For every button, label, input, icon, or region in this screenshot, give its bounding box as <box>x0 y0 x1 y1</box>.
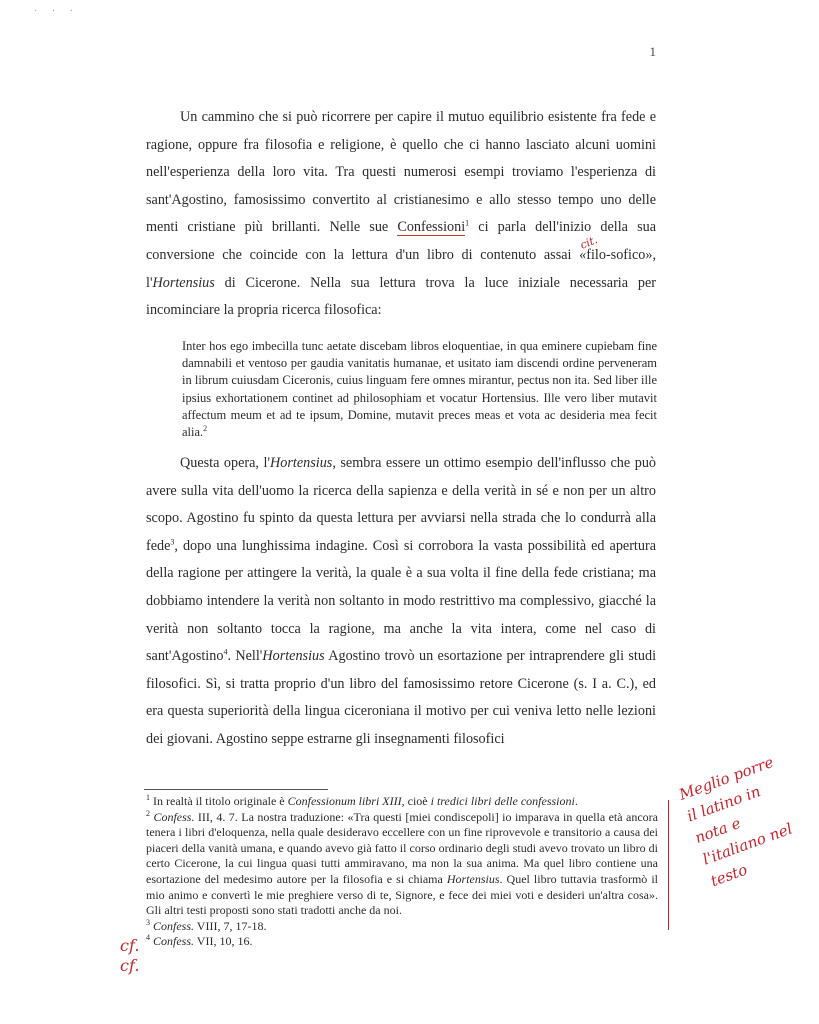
hortensius-title: Hortensius <box>262 648 325 665</box>
footnote-4: $^4$ Confess. VII, 10, 16. <box>146 933 253 949</box>
footnote-divider <box>144 789 328 790</box>
scan-marks: · · · <box>34 6 79 17</box>
footnote-ref[interactable]: 3 <box>170 537 175 547</box>
footnote-1: $^1$ In realtà il titolo originale è Confessionum libri XIII, cioè i tredici libri delle confessioni. <box>146 793 578 808</box>
margin-bracket <box>668 800 675 930</box>
text-run: Questa opera, l' <box>180 455 271 471</box>
text-run: di Cicerone. Nella sua lettura trova la luce iniziale necessaria per incominciare la propria ricerca filosofica: <box>146 274 656 319</box>
text-run: . Nell' <box>227 648 263 665</box>
hortensius-title: Hortensius <box>270 455 333 471</box>
cf-annotation: cf. <box>120 936 140 955</box>
text-run: , dopo una lunghissima indagine. Così si corrobora la vasta possibilità ed apertura della ragione per attingere la verità, la quale è a sua volta il fine della fede cristiana; ma dobbiamo intendere la verità non soltanto in modo restrittivo ma complessivo, giacché la verità non soltanto tocca la ragione, ma anche la vita intera, come nel caso di sant'Agostino <box>146 537 656 665</box>
confessioni-title: Confessioni <box>397 219 466 236</box>
paragraph-2 <box>146 450 656 754</box>
cf-annotation: cf. <box>120 956 140 975</box>
text-run: Un cammino che si può ricorrere per capire il mutuo equilibrio esistente fra fede e ragione, oppure fra filosofia e religione, è quello che ci hanno lasciato alcuni uomini nell'esperienza della loro vita. Tra questi numerosi esempi troviamo l'esperienza di sant'Agostino, famosissimo convertito al cristianesimo e allo stesso tempo uno delle menti cristiane più brillanti. Nelle sue <box>146 109 656 236</box>
hortensius-title: Hortensius <box>152 274 215 291</box>
quote-text: Inter hos ego imbecilla tunc aetate discebam libros eloquentiae, in qua eminere cupiebam fine damnabili et ventoso per gaudia vanitatis humanae, et usitato iam discendi ordine perveneram in librum cuiusdam Ciceronis, cuius linguam fere omnes mirantur, pectus non ita. Sed liber ille ipsius exhortationem continet ad philosophiam et vocatur Hortensius. Ille vero liber mutavit affectum meum et ad te ipsum, Domine, mutavit preces meas et vota ac desideria mea fecit alia. <box>182 339 657 440</box>
footnote-3: $^3$ Confess. VIII, 7, 17-18. <box>146 917 267 933</box>
handwritten-margin-note: Meglio porre il latino in nota e l'italiano nel testo <box>676 752 795 891</box>
text-run: ci parla dell'inizio della sua conversione che coincide con la lettura d'un libro di contenuto assai «filo-sofico», l' <box>146 219 656 291</box>
text-run: Agostino trovò un esortazione per intraprendere gli studi filosofici. Sì, si tratta proprio d'un libro del famosissimo retore Cicerone (s. I a. C.), ed era questa superiorità della lingua ciceroniana il motivo per cui veniva letto nelle lezioni dei giovani. Agostino seppe estrarne gli insegnamenti filosofici <box>146 648 657 747</box>
paragraph-1 <box>146 104 656 325</box>
footnotes <box>146 794 658 950</box>
block-quote <box>182 338 657 441</box>
footnote-ref[interactable]: 2 <box>203 423 208 433</box>
footnote-ref[interactable]: 4 <box>223 647 228 657</box>
footnote-2: $^2$ Confess. III, 4. 7. La nostra traduzione: «Tra questi [miei condiscepoli] io imparava in quella età ancora tenera i libri d'eloquenza, nella quale desideravo eccellere con un fine riprovevole e transitorio a causa dei piaceri della vanità umana, e quando avevo già fatto il corso ordinario degli studi avevo trovato un libro di certo Cicerone, la cui lingua quasi tutti ammiravano, ma non la sua anima. Ma quel libro contiene una esortazione del medesimo autore per la filosofia e si chiama Hortensius. Quel libro tuttavia trasformò il mio animo e convertì le mie preghiere verso di te, Signore, e fece dei miei voti e desideri un'altra cosa». Gli altri testi proposti sono stati tradotti anche da noi. <box>146 808 659 918</box>
text-run: , sembra essere un ottimo esempio dell'influsso che può avere sulla vita dell'uomo la ricerca della sapienza e della verità in sé e non per un altro scopo. Agostino fu spinto da questa lettura per avviarsi nella strada che lo condurrà alla fede <box>146 455 657 554</box>
insert-annotation: cit. <box>578 233 600 252</box>
page-number: 1 <box>649 44 656 59</box>
footnote-ref[interactable]: 1 <box>465 218 470 228</box>
